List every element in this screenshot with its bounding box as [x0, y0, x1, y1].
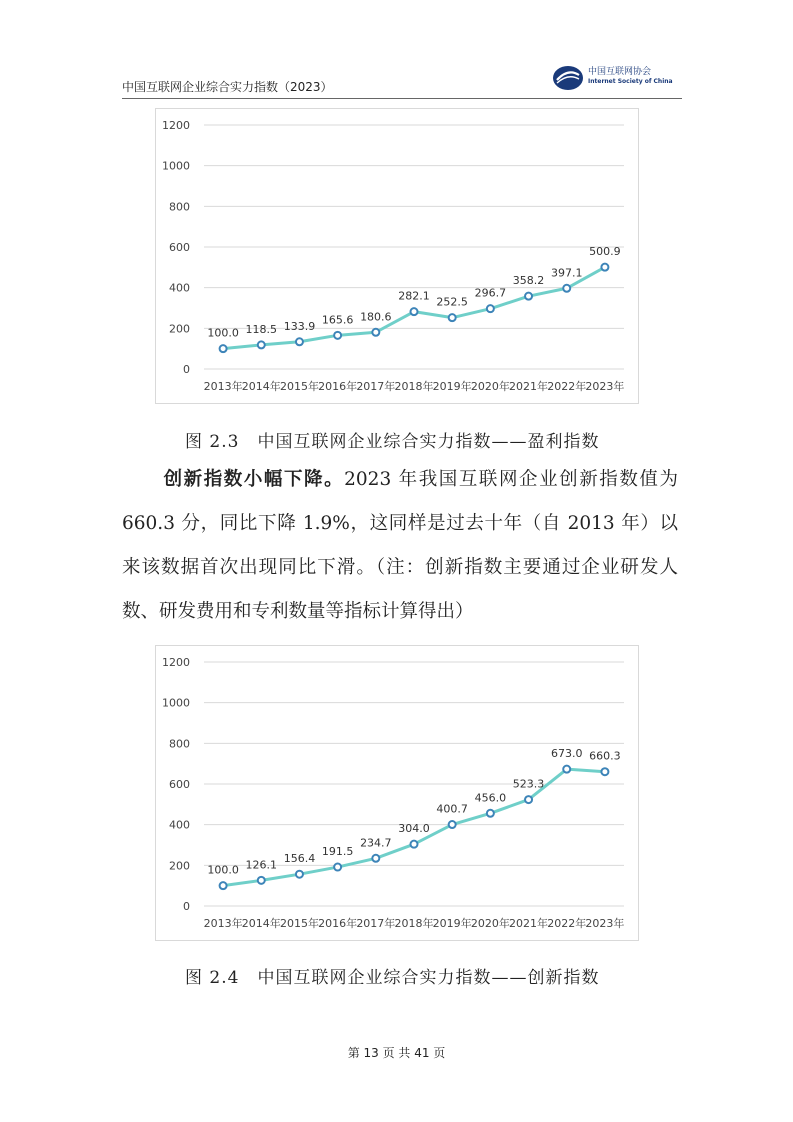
- x-tick-label: 2016年: [318, 380, 358, 393]
- data-label: 180.6: [360, 310, 392, 324]
- page-footer: 第 13 页 共 41 页: [347, 1046, 446, 1060]
- data-label: 165.6: [321, 313, 354, 327]
- data-point: [487, 810, 494, 817]
- y-tick-label: 600: [169, 778, 190, 791]
- isc-logo: [552, 62, 682, 94]
- data-label: 456.0: [474, 791, 507, 805]
- y-tick-label: 200: [169, 322, 190, 336]
- data-label: 133.9: [283, 319, 316, 333]
- x-tick-label: 2016年: [318, 917, 358, 930]
- data-label: 282.1: [398, 289, 430, 303]
- data-point: [449, 821, 456, 828]
- x-tick-label: 2023年: [585, 917, 625, 930]
- logo-text: [588, 67, 673, 86]
- logo-sub: Internet Society of China: [588, 78, 673, 85]
- y-tick-label: 400: [169, 281, 190, 295]
- data-point: [372, 329, 379, 336]
- y-tick-label: 1200: [162, 119, 190, 132]
- data-label: 234.7: [360, 836, 392, 850]
- x-tick-label: 2019年: [432, 380, 472, 393]
- data-label: 126.1: [245, 858, 278, 872]
- data-point: [220, 345, 227, 352]
- data-label: 673.0: [550, 747, 583, 761]
- x-tick-label: 2018年: [394, 917, 434, 930]
- data-label: 358.2: [512, 274, 545, 288]
- data-point: [258, 877, 265, 884]
- data-point: [411, 308, 418, 315]
- y-tick-label: 800: [169, 200, 190, 214]
- y-tick-label: 200: [169, 859, 190, 873]
- x-tick-label: 2021年: [509, 917, 549, 930]
- x-tick-label: 2017年: [356, 917, 396, 930]
- data-point: [487, 305, 494, 312]
- data-point: [563, 766, 570, 773]
- data-point: [601, 264, 608, 271]
- paragraph-body: 2023 年我国互联网企业创新指数值为 660.3 分，同比下降 1.9%，这同样是过去十年（自 2013 年）以来该数据首次出现同比下滑。（注：创新指数主要通过企业研发人数、研发费用和专利数量等指标计算得出）: [122, 469, 678, 622]
- x-tick-label: 2019年: [432, 917, 472, 930]
- data-point: [296, 338, 303, 345]
- data-label: 400.7: [436, 802, 468, 816]
- data-point: [525, 293, 532, 300]
- x-tick-label: 2020年: [470, 917, 510, 930]
- data-label: 191.5: [321, 845, 354, 859]
- x-tick-label: 2022年: [547, 917, 587, 930]
- y-tick-label: 0: [183, 363, 190, 376]
- data-point: [601, 768, 608, 775]
- x-tick-label: 2013年: [203, 380, 243, 393]
- data-point: [449, 314, 456, 321]
- paragraph-lead: 创新指数小幅下降。: [162, 469, 345, 490]
- y-tick-label: 1200: [162, 656, 190, 669]
- data-label: 523.3: [512, 777, 545, 791]
- y-tick-label: 400: [169, 818, 190, 832]
- data-point: [563, 285, 570, 292]
- data-label: 252.5: [436, 295, 468, 309]
- data-point: [296, 871, 303, 878]
- x-tick-label: 2014年: [241, 917, 281, 930]
- isc-logo-icon: [552, 64, 584, 92]
- data-label: 296.7: [474, 286, 507, 300]
- profit-index-chart-svg: [156, 109, 638, 403]
- y-tick-label: 800: [169, 737, 190, 751]
- data-point: [334, 332, 341, 339]
- figure-caption-2-3: 图 2.3 中国互联网企业综合实力指数——盈利指数: [185, 432, 600, 452]
- header-rule: [122, 98, 682, 99]
- data-label: 100.0: [207, 863, 239, 877]
- x-tick-label: 2021年: [509, 380, 549, 393]
- data-point: [258, 341, 265, 348]
- data-label: 397.1: [550, 266, 583, 280]
- figure-caption-2-4: 图 2.4 中国互联网企业综合实力指数——创新指数: [185, 968, 600, 988]
- x-tick-label: 2015年: [279, 917, 319, 930]
- innovation-paragraph: [122, 458, 678, 634]
- data-label: 156.4: [283, 852, 316, 866]
- data-point: [372, 855, 379, 862]
- y-tick-label: 1000: [162, 159, 190, 173]
- y-tick-label: 1000: [162, 696, 190, 710]
- innovation-index-chart: [155, 645, 639, 941]
- data-point: [525, 796, 532, 803]
- innovation-index-chart-svg: [156, 646, 638, 940]
- data-label: 304.0: [398, 822, 430, 836]
- logo-name: 中国互联网协会: [588, 67, 652, 77]
- x-tick-label: 2018年: [394, 380, 434, 393]
- data-label: 118.5: [245, 322, 278, 336]
- x-tick-label: 2023年: [585, 380, 625, 393]
- data-label: 660.3: [589, 749, 621, 763]
- x-tick-label: 2017年: [356, 380, 396, 393]
- x-tick-label: 2015年: [279, 380, 319, 393]
- data-label: 500.9: [589, 245, 621, 259]
- y-tick-label: 0: [183, 900, 190, 913]
- profit-index-chart: [155, 108, 639, 404]
- x-tick-label: 2022年: [547, 380, 587, 393]
- y-tick-label: 600: [169, 241, 190, 254]
- page-header-title: 中国互联网企业综合实力指数（2023）: [122, 80, 333, 94]
- data-point: [220, 882, 227, 889]
- data-label: 100.0: [207, 326, 239, 340]
- x-tick-label: 2014年: [241, 380, 281, 393]
- x-tick-label: 2020年: [470, 380, 510, 393]
- data-point: [411, 841, 418, 848]
- data-point: [334, 864, 341, 871]
- x-tick-label: 2013年: [203, 917, 243, 930]
